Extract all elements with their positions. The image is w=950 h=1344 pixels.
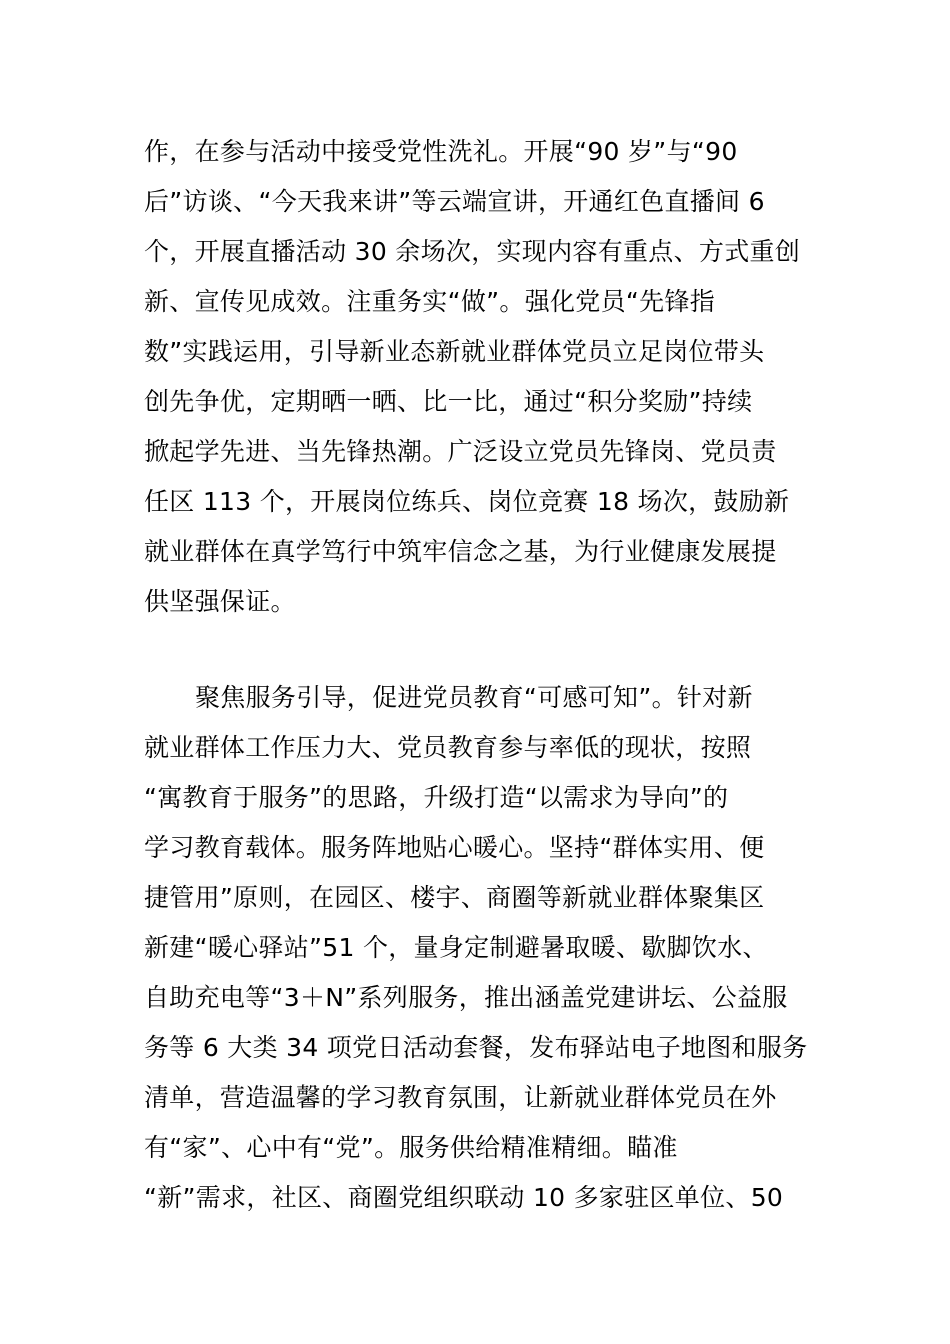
text-line: “新”需求，社区、商圈党组织联动 10 多家驻区单位、50 bbox=[144, 1183, 784, 1212]
text-line: 掀起学先进、当先锋热潮。广泛设立党员先锋岗、党员责 bbox=[144, 437, 777, 466]
text-line: 就业群体工作压力大、党员教育参与率低的现状，按照 bbox=[144, 733, 752, 762]
text-line: “寓教育于服务”的思路，升级打造“以需求为导向”的 bbox=[144, 783, 729, 812]
text-line: 新、宣传见成效。注重务实“做”。强化党员“先锋指 bbox=[144, 287, 716, 316]
text-line: 后”访谈、“今天我来讲”等云端宣讲，开通红色直播间 6 bbox=[144, 187, 765, 216]
text-line: 作，在参与活动中接受党性洗礼。开展“90 岁”与“90 bbox=[144, 137, 738, 166]
text-line: 务等 6 大类 34 项党日活动套餐，发布驿站电子地图和服务 bbox=[144, 1033, 808, 1062]
text-line: 就业群体在真学笃行中筑牢信念之基，为行业健康发展提 bbox=[144, 537, 777, 566]
text-line: 数”实践运用，引导新业态新就业群体党员立足岗位带头 bbox=[144, 337, 765, 366]
text-line: 学习教育载体。服务阵地贴心暖心。坚持“群体实用、便 bbox=[144, 833, 765, 862]
text-line: 供坚强保证。 bbox=[144, 587, 296, 616]
text-line: 清单，营造温馨的学习教育氛围，让新就业群体党员在外 bbox=[144, 1083, 777, 1112]
text-line: 捷管用”原则，在园区、楼宇、商圈等新就业群体聚集区 bbox=[144, 883, 765, 912]
text-line-indented: 聚焦服务引导，促进党员教育“可感可知”。针对新 bbox=[195, 683, 753, 712]
text-line: 有“家”、心中有“党”。服务供给精准精细。瞄准 bbox=[144, 1133, 678, 1162]
text-line: 新建“暖心驿站”51 个，量身定制避暑取暖、歇脚饮水、 bbox=[144, 933, 768, 962]
text-line: 任区 113 个，开展岗位练兵、岗位竞赛 18 场次，鼓励新 bbox=[144, 487, 790, 516]
text-line: 创先争优，定期晒一晒、比一比，通过“积分奖励”持续 bbox=[144, 387, 753, 416]
text-line: 个，开展直播活动 30 余场次，实现内容有重点、方式重创 bbox=[144, 237, 801, 266]
text-line: 自助充电等“3＋N”系列服务，推出涵盖党建讲坛、公益服 bbox=[144, 983, 788, 1012]
